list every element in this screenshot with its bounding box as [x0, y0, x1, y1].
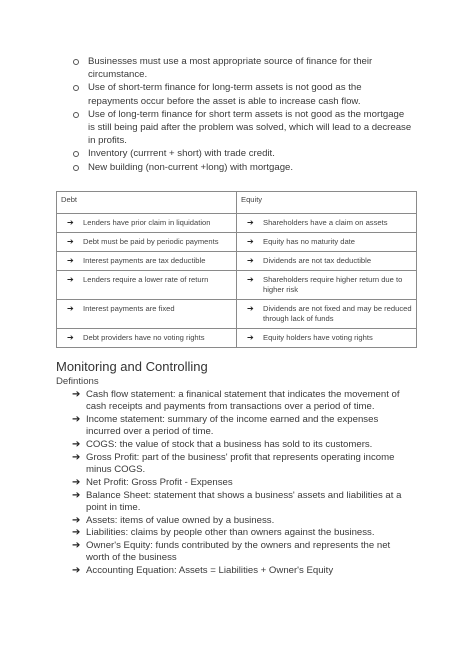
arrow-icon: ➔	[67, 256, 74, 265]
table-row	[57, 271, 417, 300]
definitions-list	[72, 389, 412, 578]
list-item: Use of short-term finance for long-term assets is not good as the repayments occur before the asset is able to increase cash flow.	[72, 81, 412, 107]
list-item: ➔ Accounting Equation: Assets = Liabilities + Owner's Equity	[72, 565, 334, 577]
arrow-icon: ➔	[72, 389, 81, 400]
debt-cell: ➔ Interest payments are fixed	[57, 300, 237, 329]
table-row	[57, 252, 417, 271]
section-heading: Monitoring and Controlling	[56, 359, 208, 374]
circle-bullet-icon	[73, 112, 79, 118]
table-header-row	[57, 192, 417, 214]
debt-cell: ➔ Lenders have prior claim in liquidation	[57, 214, 237, 233]
list-item: Inventory (currrent + short) with trade credit.	[72, 147, 412, 160]
equity-cell: ➔ Dividends are not fixed and may be reduced through lack of funds	[237, 300, 417, 329]
list-item: New building (non-current +long) with mortgage.	[72, 161, 412, 174]
circle-bullet-icon	[73, 85, 79, 91]
table-row	[57, 329, 417, 348]
debt-cell: ➔ Debt providers have no voting rights	[57, 329, 237, 348]
table-row	[57, 214, 417, 233]
arrow-icon: ➔	[72, 514, 81, 526]
arrow-icon: ➔	[72, 540, 81, 552]
equity-cell: ➔ Shareholders require higher return due to higher risk	[237, 271, 417, 300]
arrow-icon: ➔	[72, 414, 81, 425]
arrow-icon: ➔	[247, 333, 254, 342]
arrow-icon: ➔	[247, 218, 254, 227]
list-item: ➔ Assets: items of value owned by a business.	[72, 514, 275, 526]
arrow-icon: ➔	[72, 476, 81, 488]
arrow-icon: ➔	[72, 565, 81, 577]
arrow-icon: ➔	[72, 489, 81, 501]
arrow-icon: ➔	[67, 304, 74, 313]
arrow-icon: ➔	[247, 304, 254, 313]
arrow-icon: ➔	[247, 275, 254, 284]
list-item: ➔ Gross Profit: part of the business' profit that represents operating income minus COGS.	[72, 451, 395, 475]
list-item: ➔ COGS: the value of stock that a business has sold to its customers.	[72, 439, 373, 450]
debt-header: Debt	[57, 192, 237, 214]
circle-bullet-icon	[73, 59, 79, 65]
arrow-icon: ➔	[72, 451, 81, 463]
arrow-icon: ➔	[67, 237, 74, 246]
equity-cell: ➔ Shareholders have a claim on assets	[237, 214, 417, 233]
list-item: ➔ Net Profit: Gross Profit - Expenses	[72, 476, 233, 488]
arrow-icon: ➔	[67, 333, 74, 342]
debt-cell: ➔ Debt must be paid by periodic payments	[57, 233, 237, 252]
equity-header: Equity	[237, 192, 417, 214]
arrow-icon: ➔	[247, 237, 254, 246]
table-row	[57, 233, 417, 252]
arrow-icon: ➔	[67, 275, 74, 284]
arrow-icon: ➔	[72, 527, 81, 539]
circle-bullet-icon	[73, 165, 79, 171]
list-item: Businesses must use a most appropriate source of finance for their circumstance.	[72, 55, 412, 81]
list-item: ➔ Balance Sheet: statement that shows a business' assets and liabilities at a point in time.	[72, 489, 402, 513]
equity-cell: ➔ Equity has no maturity date	[237, 233, 417, 252]
arrow-icon: ➔	[67, 218, 74, 227]
list-item: Use of long-term finance for short term assets is not good as the mortgage is still being paid after the problem was solved, which will lead to a decrease in profits.	[72, 108, 412, 148]
section-subheading: Defintions	[56, 376, 99, 387]
list-item: ➔ Owner's Equity: funds contributed by the owners and represents the net worth of the business	[72, 540, 391, 564]
circle-bullet-icon	[73, 151, 79, 157]
debt-cell: ➔ Lenders require a lower rate of return	[57, 271, 237, 300]
equity-cell: ➔ Dividends are not tax deductible	[237, 252, 417, 271]
finance-bullet-list	[72, 55, 412, 174]
arrow-icon: ➔	[247, 256, 254, 265]
arrow-icon: ➔	[72, 439, 81, 450]
table-row	[57, 300, 417, 329]
debt-cell: ➔ Interest payments are tax deductible	[57, 252, 237, 271]
debt-equity-table	[56, 191, 417, 348]
list-item: ➔ Cash flow statement: a finanical statement that indicates the movement of cash receipts and payments from transactions over a period of time.	[72, 389, 400, 413]
list-item: ➔ Income statement: summary of the income earned and the expenses incurred over a period of time.	[72, 414, 379, 438]
equity-cell: ➔ Equity holders have voting rights	[237, 329, 417, 348]
list-item: ➔ Liabilities: claims by people other than owners against the business.	[72, 527, 375, 539]
